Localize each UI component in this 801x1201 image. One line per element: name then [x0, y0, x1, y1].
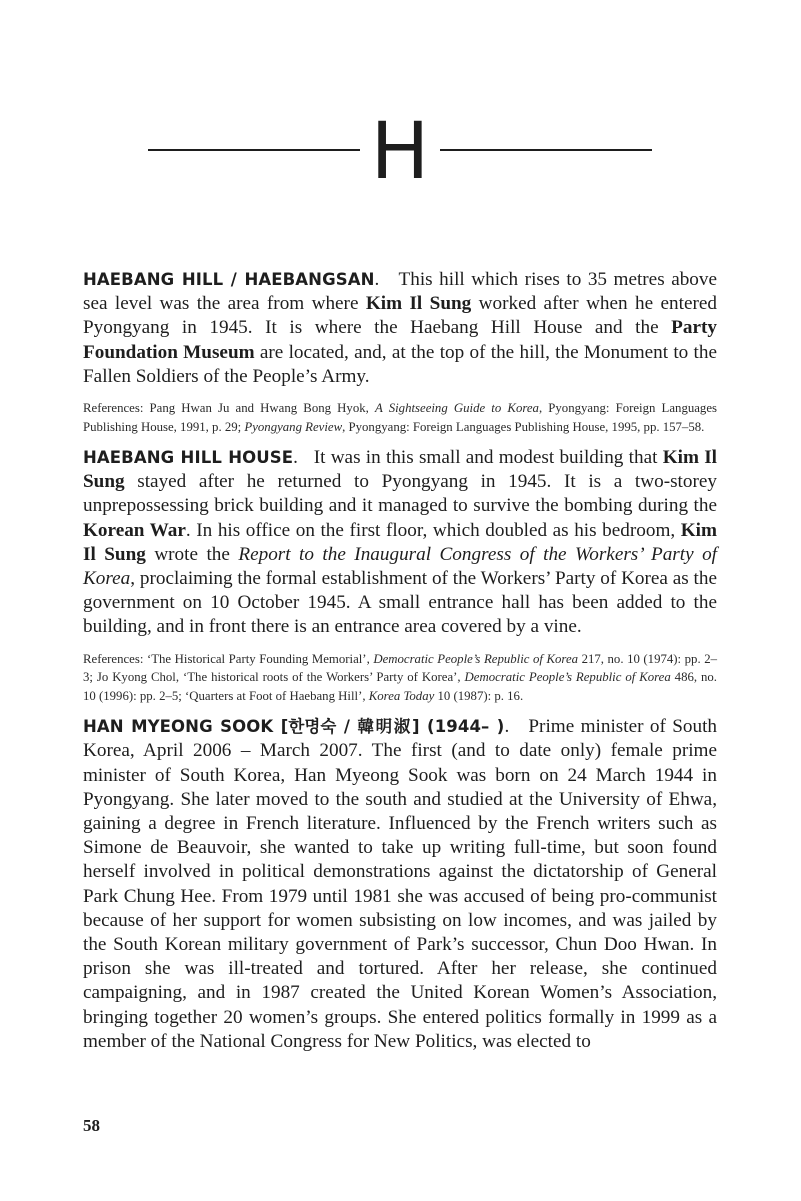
work-title: Report to the Inaugural Congress of the Workers’ Party of Korea — [83, 543, 717, 590]
entry-headword: HAEBANG HILL HOUSE — [83, 448, 294, 468]
entry-references: References: ‘The Historical Party Founding Memorial’, Democratic People’s Republic of Korea 217, no. 10 (1974): pp. 2–3; Jo Kyong Chol, ‘The historical roots of the Workers’ Party of Korea’, Democratic People’s Republic of Korea 486, no. 10 (1996): pp. 2–5; ‘Quarters at Foot of Haebang Hill’, Korea Today 10 (1987): p. 16. — [83, 651, 718, 703]
chapter-rule-right — [440, 149, 652, 151]
chapter-letter: H — [370, 107, 430, 197]
entry-headword: HAEBANG HILL / HAEBANGSAN — [83, 270, 375, 289]
chapter-rule-left — [148, 149, 360, 151]
entry-references: References: Pang Hwan Ju and Hwang Bong Hyok, A Sightseeing Guide to Korea, Pyongyang: Foreign Languages Publishing House, 1991, p. 29; Pyongyang Review, Pyongyang: Foreign Languages Publishing House, 1995, pp. 157–58. — [83, 401, 717, 434]
chapter-heading — [0, 107, 801, 197]
cross-reference: Korean War — [83, 519, 186, 541]
cross-reference: Kim Il Sung — [83, 447, 717, 493]
cross-reference: Kim Il Sung — [365, 293, 472, 315]
dictionary-entries — [83, 268, 717, 1054]
entry-headword: HAN MYEONG SOOK [한명숙 / 韓明淑] (1944– ) — [83, 717, 505, 737]
entry-haebang-hill-house: HAEBANG HILL HOUSE. It was in this small and modest building that Kim Il Sung stayed after he returned to Pyongyang in 1945. It is a two-storey unprepossessing brick building and it managed to survive the bombing during the Korean War. In his office on the first floor, which doubled as his bedroom, Kim Il Sung wrote the Report to the Inaugural Congress of the Workers’ Party of Korea, proclaiming the formal establishment of the Workers’ Party of Korea as the government on 10 October 1945. A small entrance hall has been added to the building, and in front there is an entrance area covered by a vine. — [83, 447, 717, 638]
cross-reference: Party Foundation Museum — [83, 317, 717, 363]
cross-reference: Kim Il Sung — [83, 519, 717, 565]
entry-han-myeong-sook: HAN MYEONG SOOK [한명숙 / 韓明淑] (1944– ). Prime minister of South Korea, April 2006 – March 2007. The first (and to date only) female prime minister of South Korea, Han Myeong Sook was born on 24 March 1944 in Pyongyang. She later moved to the south and studied at the University of Ehwa, gaining a degree in French literature. Influenced by the French writers such as Simone de Beauvoir, she wanted to take up writing full-time, but soon found herself involved in political demonstrations against the dictatorship of General Park Chung Hee. From 1979 until 1981 she was accused of being pro-communist because of her support for women subsisting on low incomes, and was jailed by the South Korean military government of Park’s successor, Chun Doo Hwan. In prison she was ill-treated and tortured. After her release, she continued campaigning, and in 1987 created the United Korean Women’s Association, bringing together 20 women’s groups. She entered politics formally in 1999 as a member of the National Congress for New Politics, was elected to — [83, 716, 718, 1052]
entry-haebang-hill: HAEBANG HILL / HAEBANGSAN. This hill which rises to 35 metres above sea level was the area from where Kim Il Sung worked after when he entered Pyongyang in 1945. It is where the Haebang Hill House and the Party Foundation Museum are located, and, at the top of the hill, the Monument to the Fallen Soldiers of the People’s Army. — [83, 269, 718, 387]
page-number: 58 — [83, 1116, 100, 1135]
